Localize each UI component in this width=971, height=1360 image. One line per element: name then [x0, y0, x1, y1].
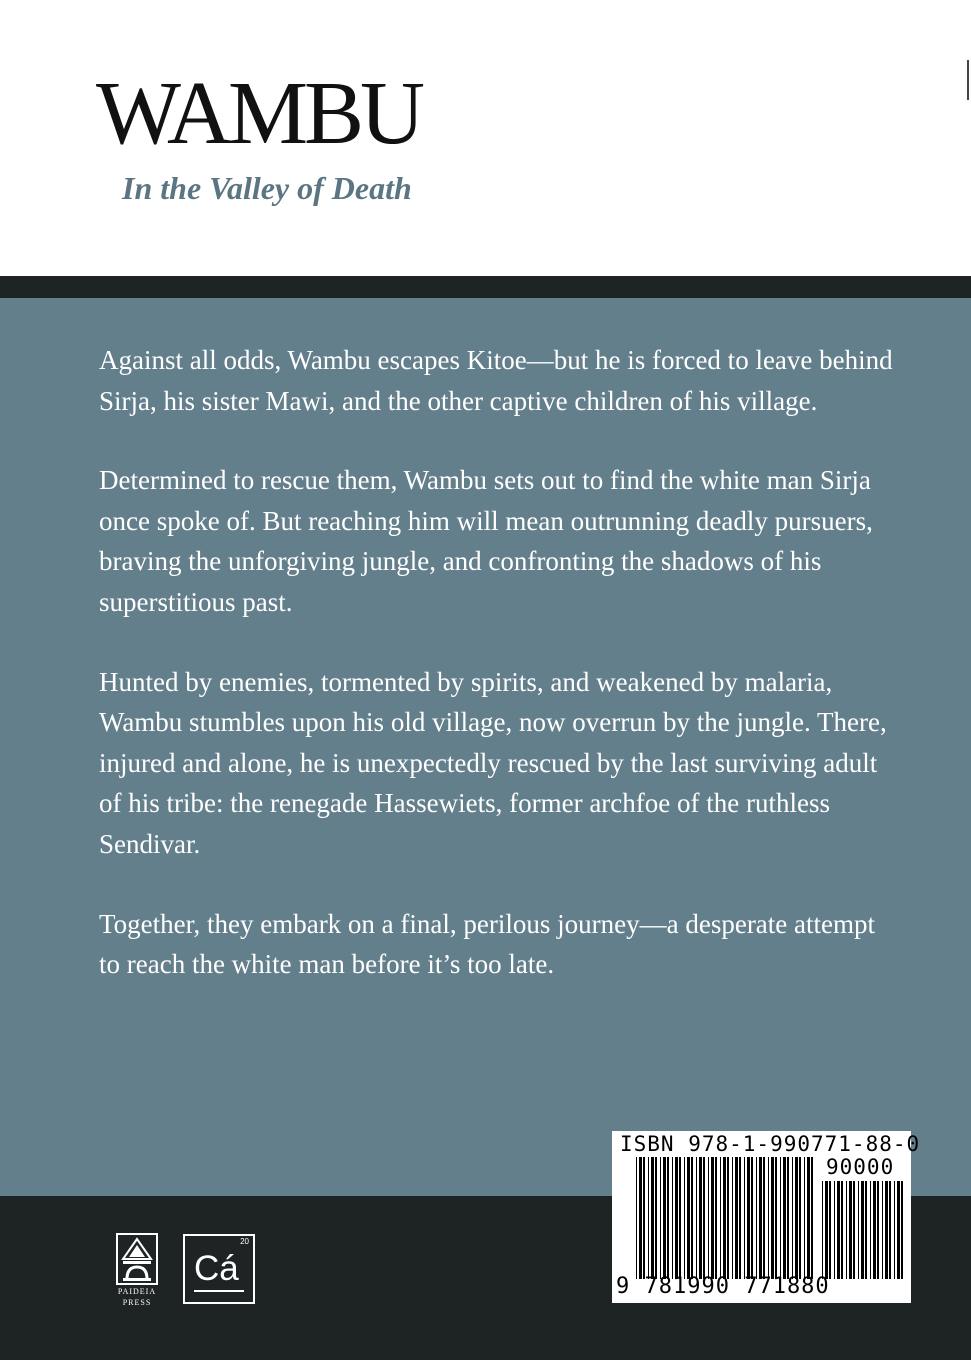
ean-number: 9 781990 771880 [616, 1274, 830, 1299]
edge-line [967, 60, 969, 100]
blurb-panel [0, 298, 971, 1196]
blurb-text [99, 340, 899, 1024]
paideia-logo-text-1: PAIDEIA [117, 1287, 157, 1296]
blurb-paragraph-2: Determined to rescue them, Wambu sets out to find the white man Sirja once spoke of. But reaching him will mean outrunning deadly pursuers, braving the unforgiving jungle, and confronting the shadows of his superstitious past. [99, 465, 873, 617]
blurb-paragraph-4: Together, they embark on a final, perilous journey—a desperate attempt to reach the white man before it’s too late. [99, 908, 875, 980]
paideia-press-logo [107, 1233, 167, 1307]
divider-band [0, 276, 971, 298]
paideia-logo-text-2: PRESS [122, 1298, 152, 1307]
blurb-paragraph-3: Hunted by enemies, tormented by spirits, and weakened by malaria, Wambu stumbles upon his old village, now overrun by the jungle. There, injured and alone, he is unexpectedly rescued by the last surviving adult of his tribe: the renegade Hassewiets, former archfoe of the ruthless Sendivar. [99, 666, 887, 859]
element-logo-underline [194, 1290, 244, 1292]
barcode-bars-icon [636, 1157, 816, 1279]
blurb-paragraph-1: Against all odds, Wambu escapes Kitoe—but he is forced to leave behind Sirja, his sister Mawi, and the other captive children of his village. [99, 345, 893, 416]
element-logo-symbol: Cá [194, 1249, 239, 1288]
element-logo-number: 20 [240, 1237, 249, 1246]
isbn-label: ISBN 978-1-990771-88-0 [620, 1132, 921, 1156]
cover-header [0, 0, 971, 276]
barcode-addon-bars-icon [822, 1181, 906, 1279]
barcode-add-on-number: 90000 [826, 1155, 895, 1179]
book-subtitle: In the Valley of Death [122, 170, 412, 206]
isbn-barcode [612, 1131, 921, 1303]
element-publisher-logo [183, 1234, 255, 1304]
book-title: WAMBU [96, 64, 422, 163]
paideia-emblem-icon [115, 1233, 159, 1285]
